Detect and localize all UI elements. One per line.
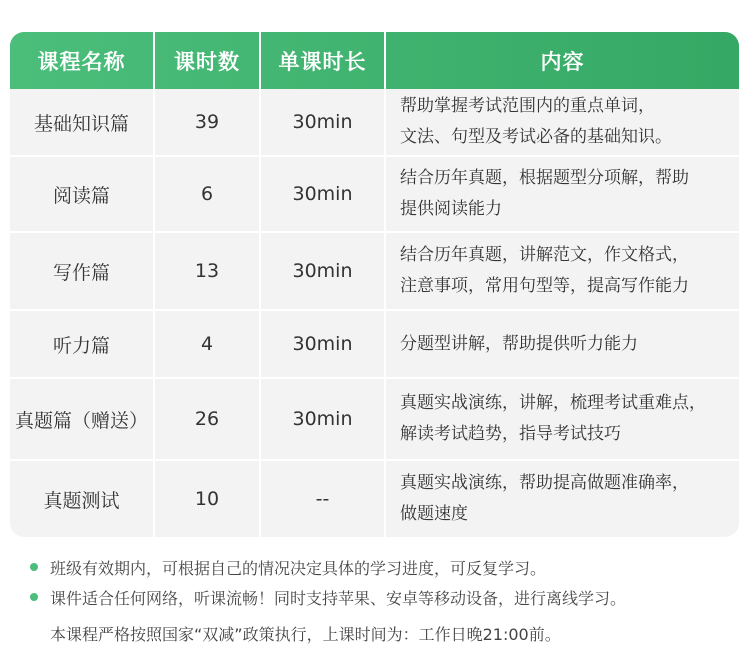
content-line: 文法、句型及考试必备的基础知识。 [400,127,672,147]
duration-cell: 30min [292,408,353,430]
course-table [10,32,739,537]
content-cell [386,233,739,309]
duration-cell: 30min [292,111,353,133]
duration-cell: 30min [292,260,353,282]
header-duration: 单课时长 [278,49,367,74]
course-name-cell: 写作篇 [52,261,110,284]
content-line: 帮助掌握考试范围内的重点单词， [400,96,655,116]
content-line: 结合历年真题，讲解范文，作文格式， [400,245,689,265]
content-cell [386,89,739,155]
course-name-cell: 真题篇（赠送） [14,409,148,432]
header-content: 内容 [540,49,585,74]
hours-cell: 10 [194,488,220,510]
note-text: 班级有效期内，可根据自己的情况决定具体的学习进度，可反复学习。 [50,558,547,578]
header-hours: 课时数 [174,49,240,74]
content-line: 提供阅读能力 [400,199,502,219]
duration-cell: -- [315,488,330,510]
course-name-cell: 真题测试 [43,489,120,512]
hours-cell: 13 [194,260,220,282]
content-line: 解读考试趋势，指导考试技巧 [400,424,621,444]
note-item [30,552,730,582]
hours-cell: 39 [194,111,220,133]
header-course-name: 课程名称 [37,49,126,74]
table-header [10,32,739,89]
content-cell [386,379,739,459]
content-line: 注意事项，常用句型等，提高写作能力 [400,276,689,296]
notes-list [30,552,730,612]
content-line: 真题实战演练，讲解，梳理考试重难点， [400,393,706,413]
duration-cell: 30min [292,183,353,205]
content-cell [386,461,739,537]
note-text: 课件适合任何网络，听课流畅！同时支持苹果、安卓等移动设备，进行离线学习。 [50,588,627,608]
content-line: 做题速度 [400,504,468,524]
policy-footer: 本课程严格按照国家“双减”政策执行，上课时间为：工作日晚21:00前。 [50,625,561,644]
hours-cell: 26 [194,408,220,430]
bullet-dot-icon [30,563,38,571]
content-cell [386,157,739,231]
course-name-cell: 听力篇 [52,334,110,357]
hours-cell: 6 [200,183,214,205]
content-line: 真题实战演练，帮助提高做题准确率， [400,473,689,493]
bullet-dot-icon [30,593,38,601]
hours-cell: 4 [200,333,214,355]
course-name-cell: 阅读篇 [52,184,110,207]
duration-cell: 30min [292,333,353,355]
note-item [30,582,730,612]
content-cell [386,311,739,377]
content-line: 分题型讲解，帮助提供听力能力 [400,333,638,354]
course-name-cell: 基础知识篇 [33,112,129,135]
content-line: 结合历年真题，根据题型分项解，帮助 [400,168,689,188]
